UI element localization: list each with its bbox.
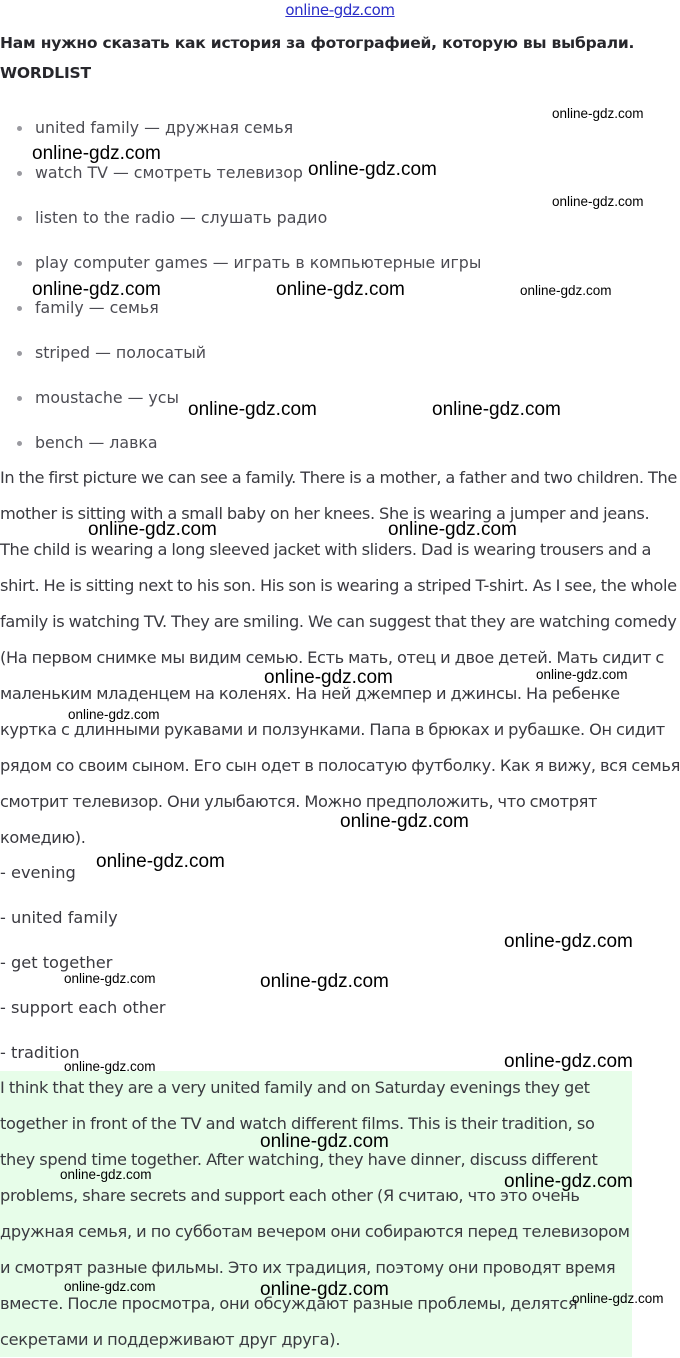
keyword-item: - united family xyxy=(0,908,118,927)
keyword-list xyxy=(0,855,166,1080)
watermark: online-gdz.com xyxy=(260,1131,389,1152)
watermark: online-gdz.com xyxy=(504,1051,633,1072)
list-item xyxy=(0,202,481,247)
watermark: online-gdz.com xyxy=(552,106,644,121)
site-link[interactable]: online-gdz.com xyxy=(285,1,395,19)
list-item-text: united family — дружная семья xyxy=(35,118,294,137)
watermark: online-gdz.com xyxy=(96,851,225,872)
keyword-item: - evening xyxy=(0,863,76,882)
keyword-item: - tradition xyxy=(0,1043,80,1062)
list-item-text: listen to the radio — слушать радио xyxy=(35,208,328,227)
watermark: online-gdz.com xyxy=(276,279,405,300)
wordlist-heading: WORDLIST xyxy=(0,64,91,82)
list-item-text: bench — лавка xyxy=(35,433,158,452)
watermark: online-gdz.com xyxy=(64,971,156,986)
watermark: online-gdz.com xyxy=(552,194,644,209)
watermark: online-gdz.com xyxy=(504,931,633,952)
keyword-item: - support each other xyxy=(0,998,166,1017)
watermark: online-gdz.com xyxy=(264,667,393,688)
watermark: online-gdz.com xyxy=(260,1279,389,1300)
watermark: online-gdz.com xyxy=(432,399,561,420)
watermark: online-gdz.com xyxy=(572,1291,664,1306)
watermark: online-gdz.com xyxy=(88,519,217,540)
bullet-icon xyxy=(17,216,22,221)
watermark: online-gdz.com xyxy=(340,811,469,832)
bullet-icon xyxy=(17,441,22,446)
watermark: online-gdz.com xyxy=(68,707,160,722)
answer-paragraph-2: I think that they are a very united family and on Saturday evenings they get together in front of the TV and watch different films. This is their tradition, so they spend time together. After watching, they have dinner, discuss different problems, share secrets and support each other (Я считаю, что это очень дружная семья, и по субботам вечером они собираются перед телевизором и смотрят разные фильмы. Это их традиция, поэтому они проводят время вместе. После просмотра, они обсуждают разные проблемы, делятся секретами и поддерживают друг друга). xyxy=(0,1078,630,1349)
list-item-text: watch TV — смотреть телевизор xyxy=(35,163,303,182)
bullet-icon xyxy=(17,261,22,266)
watermark: online-gdz.com xyxy=(504,1171,633,1192)
bullet-icon xyxy=(17,126,22,131)
watermark: online-gdz.com xyxy=(60,1167,152,1182)
watermark: online-gdz.com xyxy=(188,399,317,420)
task-title: Нам нужно сказать как история за фотографией, которую вы выбрали. xyxy=(0,34,635,52)
bullet-icon xyxy=(17,351,22,356)
list-item-text: striped — полосатый xyxy=(35,343,206,362)
watermark: online-gdz.com xyxy=(32,279,161,300)
watermark: online-gdz.com xyxy=(32,143,161,164)
watermark: online-gdz.com xyxy=(520,283,612,298)
watermark: online-gdz.com xyxy=(64,1279,156,1294)
watermark: online-gdz.com xyxy=(536,667,628,682)
list-item-text: play computer games — играть в компьютерные игры xyxy=(35,253,482,272)
watermark: online-gdz.com xyxy=(308,159,437,180)
watermark: online-gdz.com xyxy=(260,971,389,992)
list-item-text: family — семья xyxy=(35,298,159,317)
bullet-icon xyxy=(17,396,22,401)
list-item-text: moustache — усы xyxy=(35,388,179,407)
bullet-icon xyxy=(17,171,22,176)
bullet-icon xyxy=(17,306,22,311)
list-item xyxy=(0,337,481,382)
watermark: online-gdz.com xyxy=(64,1059,156,1074)
answer-paragraph-1: In the first picture we can see a family. There is a mother, a father and two children. The mother is sitting with a small baby on her knees. She is wearing a jumper and jeans. The child is wearing a long sleeved jacket with sliders. Dad is wearing trousers and a shirt. He is sitting next to his son. His son is wearing a striped T-shirt. As I see, the whole family is watching TV. They are smiling. We can suggest that they are watching comedy (На первом снимке мы видим семью. Есть мать, отец и двое детей. Мать сидит с маленьким младенцем на коленях. На ней джемпер и джинсы. На ребенке куртка с длинными рукавами и ползунками. Папа в брюках и рубашке. Он сидит рядом со своим сыном. Его сын одет в полосатую футболку. Как я вижу, вся семья смотрит телевизор. Они улыбаются. Можно предположить, что смотрят комедию). xyxy=(0,468,680,847)
watermark: online-gdz.com xyxy=(388,519,517,540)
keyword-item: - get together xyxy=(0,953,113,972)
